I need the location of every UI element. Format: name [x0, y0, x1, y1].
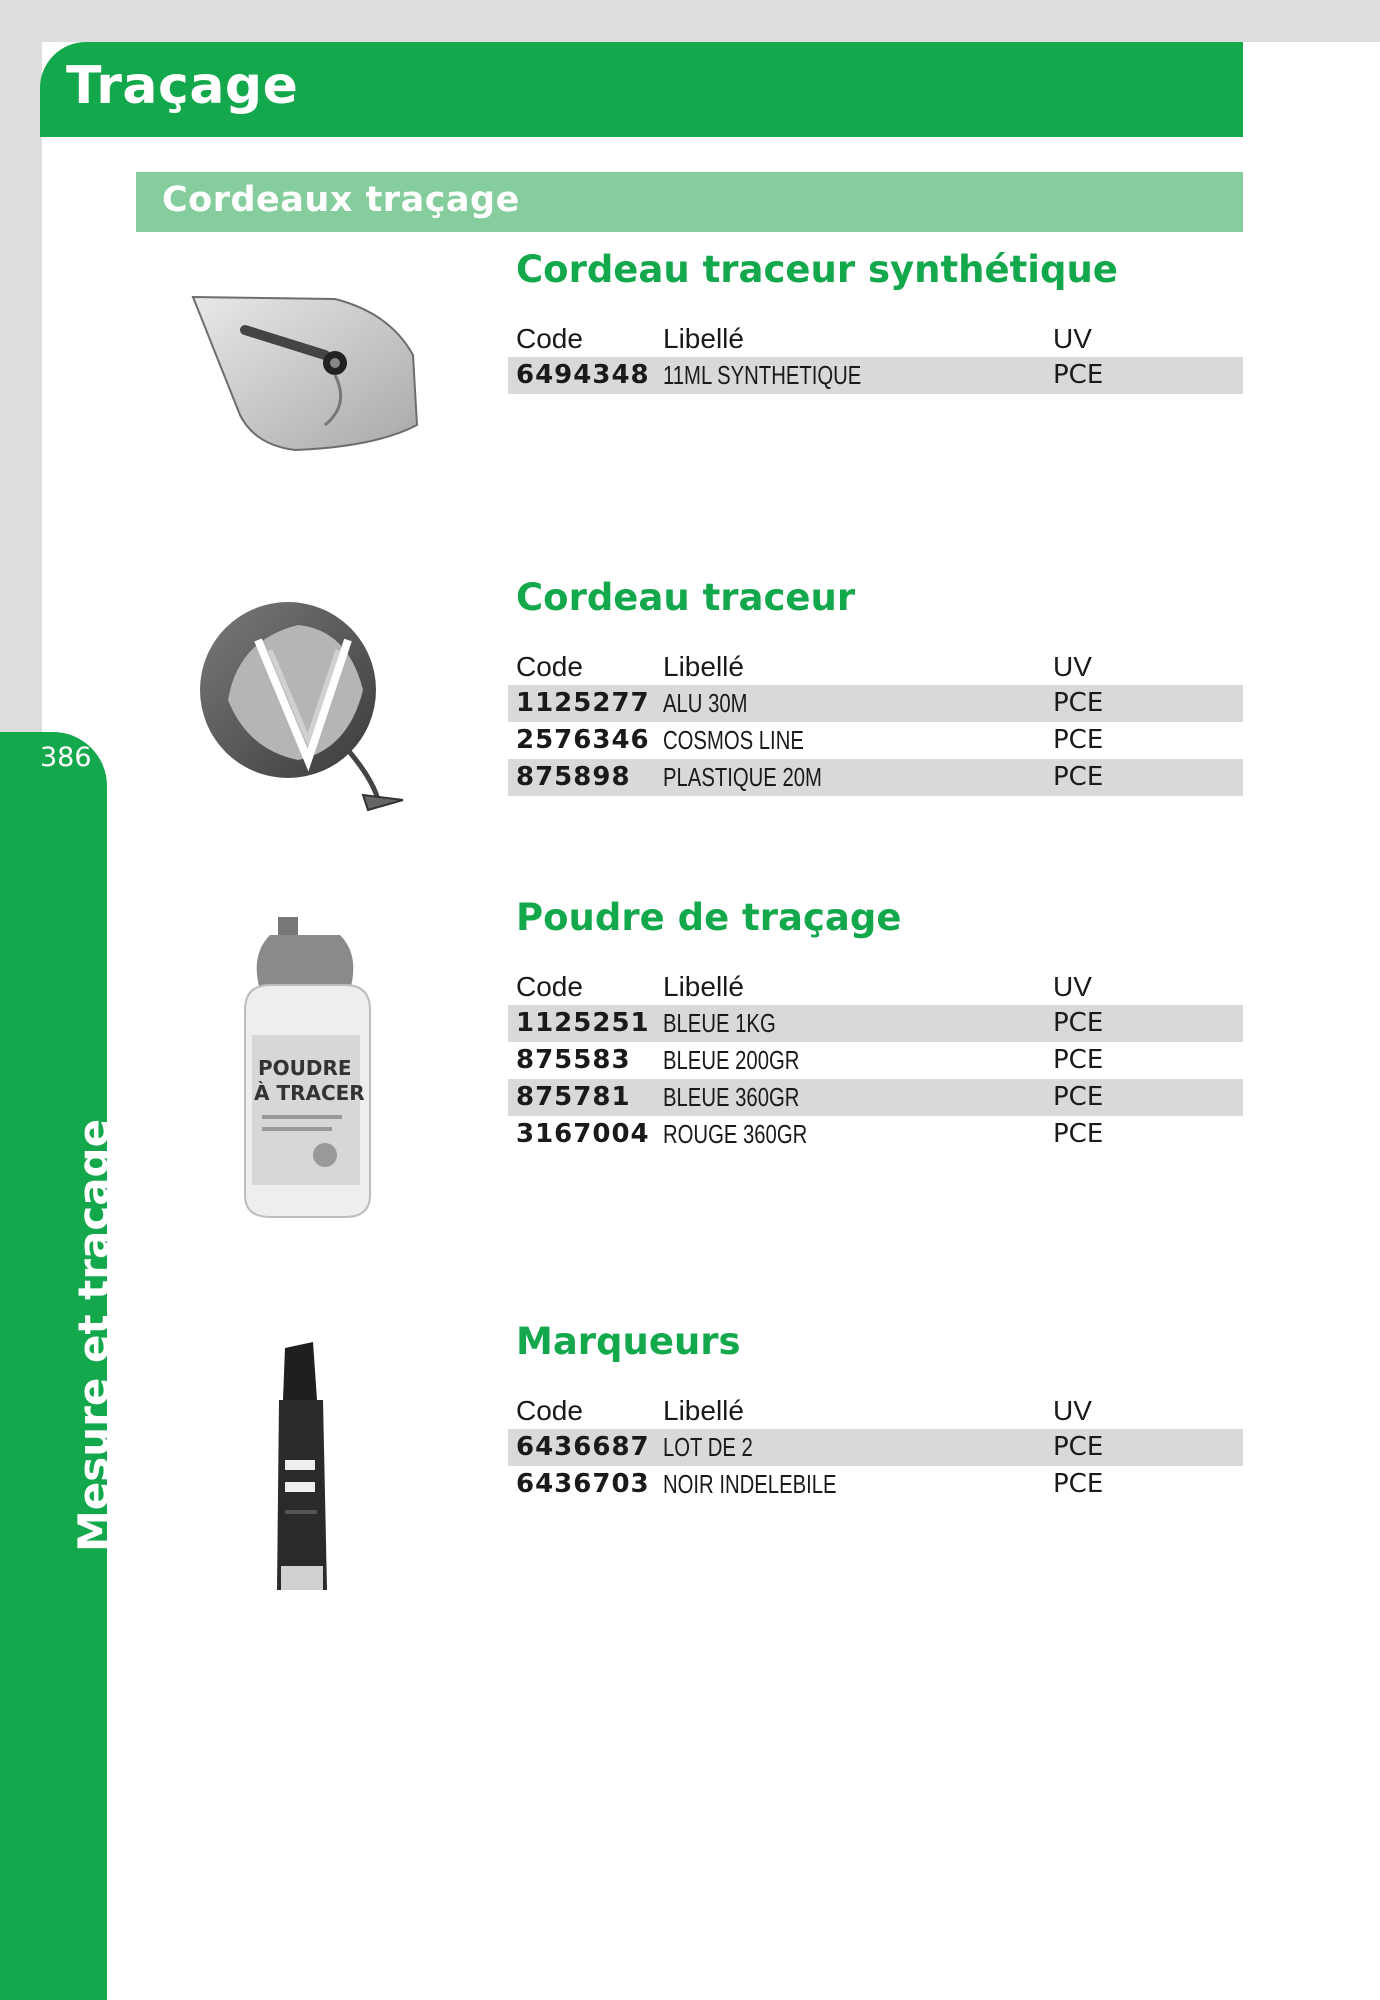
row-libelle: ROUGE 360GR [663, 1119, 808, 1149]
side-category-label: Mesure et traçage [69, 1118, 118, 1552]
table-header [508, 1392, 1243, 1429]
row-uv: PCE [1053, 725, 1104, 755]
row-uv: PCE [1053, 688, 1104, 718]
row-code: 875898 [516, 762, 631, 792]
table-row [508, 1429, 1243, 1466]
row-uv: PCE [1053, 1082, 1104, 1112]
row-libelle: LOT DE 2 [663, 1432, 753, 1462]
product-cordeau-traceur [508, 576, 1243, 796]
row-uv: PCE [1053, 1432, 1104, 1462]
row-libelle: BLEUE 1KG [663, 1008, 776, 1038]
table-header [508, 968, 1243, 1005]
header-uv: UV [1053, 1395, 1092, 1426]
row-libelle: PLASTIQUE 20M [663, 762, 822, 792]
row-libelle: 11ML SYNTHETIQUE [663, 360, 862, 390]
header-libelle: Libellé [663, 1395, 744, 1426]
marker-pen-icon [255, 1330, 355, 1620]
row-code: 875781 [516, 1082, 631, 1112]
header-uv: UV [1053, 971, 1092, 1002]
left-margin [0, 0, 42, 760]
row-libelle: NOIR INDELEBILE [663, 1469, 837, 1499]
product-title: Cordeau traceur synthétique [516, 248, 1118, 291]
table-row [508, 759, 1243, 796]
header-uv: UV [1053, 651, 1092, 682]
row-uv: PCE [1053, 762, 1104, 792]
row-code: 6436703 [516, 1469, 650, 1499]
header-code: Code [516, 971, 583, 1002]
chalk-line-reel-icon [198, 600, 418, 820]
product-marqueurs [508, 1320, 1243, 1503]
table-row [508, 1466, 1243, 1503]
row-code: 1125277 [516, 688, 650, 718]
row-code: 1125251 [516, 1008, 650, 1038]
row-uv: PCE [1053, 1008, 1104, 1038]
table-row [508, 1079, 1243, 1116]
table-header [508, 320, 1243, 357]
page-title-bar [40, 42, 1243, 137]
product-title: Cordeau traceur [516, 576, 856, 619]
chalk-powder-bottle-icon [240, 915, 375, 1220]
row-libelle: BLEUE 360GR [663, 1082, 800, 1112]
header-code: Code [516, 323, 583, 354]
top-margin [0, 0, 1380, 42]
page-title: Traçage [66, 56, 299, 116]
section-title: Cordeaux traçage [162, 180, 520, 220]
row-uv: PCE [1053, 1119, 1104, 1149]
row-uv: PCE [1053, 1469, 1104, 1499]
row-uv: PCE [1053, 1045, 1104, 1075]
page-number: 386 [40, 742, 92, 773]
side-tab [0, 732, 118, 2000]
bottle-label-line-1: POUDRE [258, 1056, 352, 1080]
row-libelle: COSMOS LINE [663, 725, 804, 755]
header-libelle: Libellé [663, 323, 744, 354]
bottle-label-line-2: À TRACER [254, 1081, 365, 1105]
table-row [508, 722, 1243, 759]
header-libelle: Libellé [663, 971, 744, 1002]
section-header [136, 172, 1243, 232]
row-code: 6436687 [516, 1432, 650, 1462]
header-code: Code [516, 1395, 583, 1426]
row-uv: PCE [1053, 360, 1104, 390]
row-libelle: BLEUE 200GR [663, 1045, 800, 1075]
table-row [508, 357, 1243, 394]
header-uv: UV [1053, 323, 1092, 354]
product-cordeau-traceur-synthetique [508, 248, 1243, 394]
table-row [508, 1042, 1243, 1079]
row-code: 3167004 [516, 1119, 650, 1149]
chalk-line-flat-icon [185, 285, 430, 460]
row-code: 6494348 [516, 360, 650, 390]
product-poudre-de-tracage [508, 896, 1243, 1153]
product-title: Marqueurs [516, 1320, 741, 1363]
table-row [508, 1116, 1243, 1153]
product-title: Poudre de traçage [516, 896, 902, 939]
row-libelle: ALU 30M [663, 688, 748, 718]
table-row [508, 1005, 1243, 1042]
row-code: 2576346 [516, 725, 650, 755]
header-code: Code [516, 651, 583, 682]
row-code: 875583 [516, 1045, 631, 1075]
table-header [508, 648, 1243, 685]
header-libelle: Libellé [663, 651, 744, 682]
table-row [508, 685, 1243, 722]
